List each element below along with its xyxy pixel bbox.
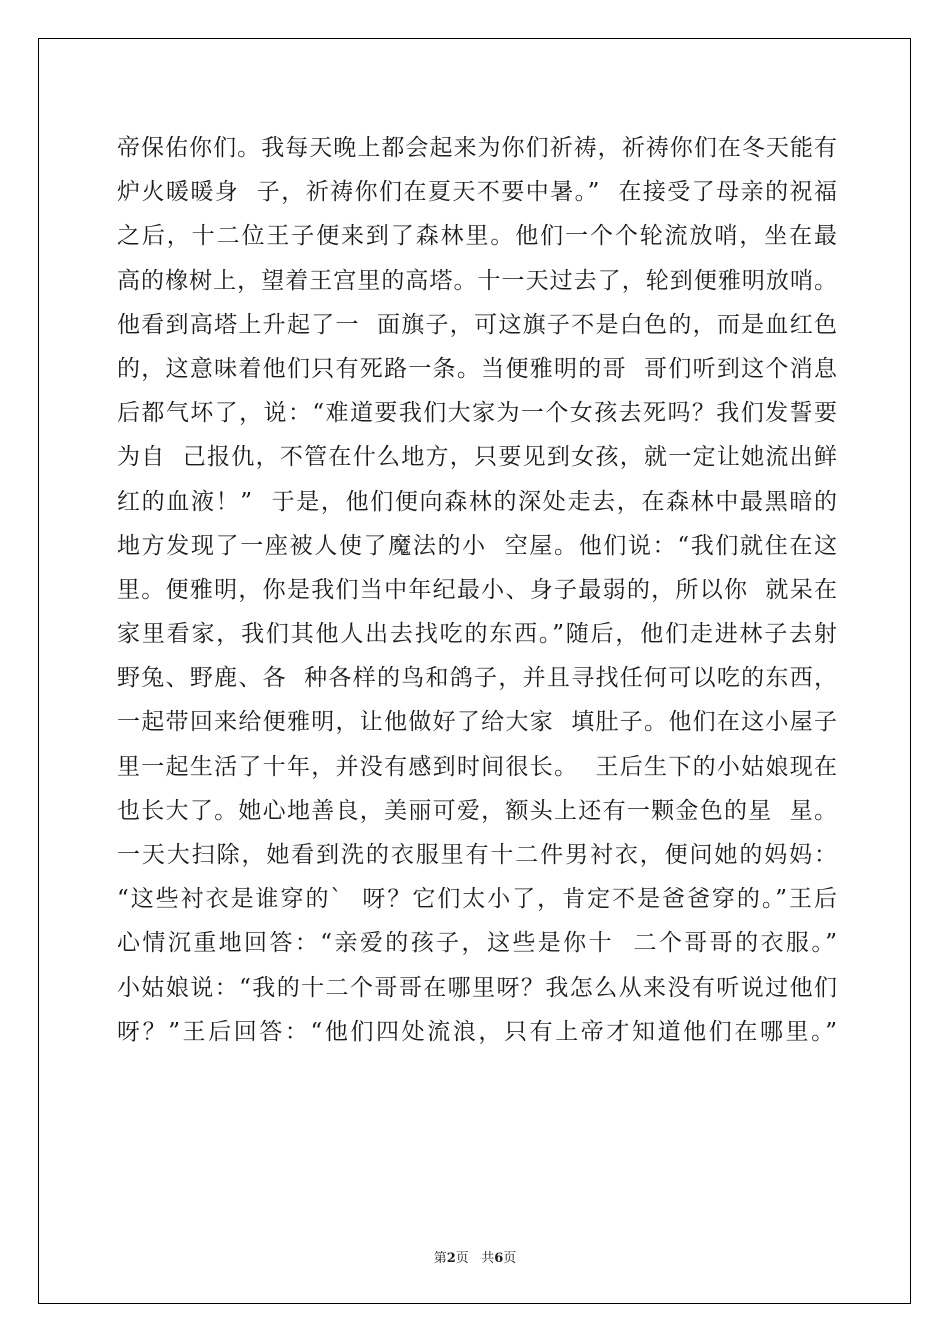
footer-page-suffix: 页 [455,1251,469,1266]
text-line: 帝保佑你们。我每天晚上都会起来为你们祈祷，祈祷你们在冬天能有 [117,135,839,161]
footer-total-suffix: 页 [503,1251,517,1266]
footer-total-prefix: 共 [481,1251,495,1266]
text-line: 的，这意味着他们只有死路一条。当便雅明的哥 哥们听到这个消息 [117,355,839,382]
text-line: 家里看家，我们其他人出去找吃的东西。”随后，他们走进林子去射 [117,621,839,648]
text-line: 他看到高塔上升起了一 面旗子，可这旗子不是白色的，而是血红色 [117,311,839,338]
footer-total-pages: 6 [494,1251,504,1266]
text-line: 一天大扫除，她看到洗的衣服里有十二件男衬衣，便问她的妈妈： [117,842,839,868]
text-line: 红的血液！” 于是，他们便向森林的深处走去，在森林中最黑暗的 [117,488,839,515]
footer-page-number: 2 [446,1251,456,1266]
text-line: 地方发现了一座被人使了魔法的小 空屋。他们说：“我们就住在这 [117,532,839,559]
text-line: 里一起生活了十年，并没有感到时间很长。 王后生下的小姑娘现在 [117,753,839,780]
text-line: 一起带回来给便雅明，让他做好了给大家 填肚子。他们在这小屋子 [117,709,839,736]
text-line: 里。便雅明，你是我们当中年纪最小、身子最弱的，所以你 就呆在 [117,576,839,603]
text-line: 之后，十二位王子便来到了森林里。他们一个个轮流放哨，坐在最 [117,223,839,250]
text-line: 也长大了。她心地善良，美丽可爱，额头上还有一颗金色的星 星。 [117,797,839,824]
text-line: 呀？”王后回答：“他们四处流浪，只有上帝才知道他们在哪里。” [117,1018,840,1045]
page-footer [0,1247,950,1266]
text-line: 心情沉重地回答：“亲爱的孩子，这些是你十 二个哥哥的衣服。” [117,930,840,957]
text-line: “这些衬衣是谁穿的` 呀？它们太小了，肯定不是爸爸穿的。”王后 [117,886,839,913]
text-line: 小姑娘说：“我的十二个哥哥在哪里呀？我怎么从来没有听说过他们 [117,974,839,1001]
text-line: 炉火暖暖身 子，祈祷你们在夏天不要中暑。” 在接受了母亲的祝福 [117,179,839,206]
footer-page-prefix: 第 [433,1251,447,1266]
text-line: 为自 己报仇，不管在什么地方，只要见到女孩，就一定让她流出鲜 [117,444,839,471]
text-line: 高的橡树上，望着王宫里的高塔。十一天过去了，轮到便雅明放哨。 [117,267,839,294]
document-body [117,126,840,1054]
text-line: 野兔、野鹿、各 种各样的鸟和鸽子，并且寻找任何可以吃的东西， [117,665,839,692]
text-line: 后都气坏了，说：“难道要我们大家为一个女孩去死吗？我们发誓要 [117,400,839,427]
